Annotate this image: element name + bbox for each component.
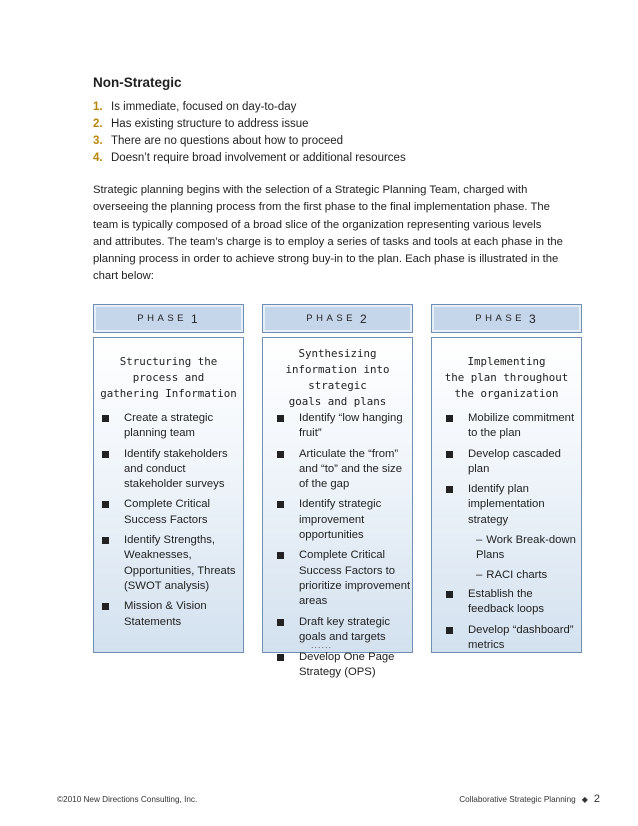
title-line: goals and plans [288, 395, 387, 408]
bullet-square-icon [277, 619, 284, 626]
bullet-square-icon [277, 552, 284, 559]
list-number: 2. [93, 118, 103, 130]
item-text: RACI charts [486, 568, 548, 581]
title-line: Structuring the [119, 355, 218, 368]
page-number: 2 [593, 793, 600, 805]
list-number: 3. [93, 135, 103, 147]
bullet-square-icon [277, 451, 284, 458]
title-line: gathering Information [100, 387, 237, 400]
phase-2-title [263, 346, 412, 410]
phase-number: 3 [529, 311, 538, 326]
bullet-square-icon [102, 603, 109, 610]
phase-1-title [94, 354, 243, 402]
list-item [446, 447, 580, 478]
item-text: Create a strategic planning team [124, 412, 214, 440]
bullet-square-icon [446, 415, 453, 422]
phase-1-items [102, 411, 242, 635]
bullet-square-icon [277, 654, 284, 661]
phase-2-column [262, 337, 413, 679]
phase-1-column [93, 337, 244, 653]
list-item [102, 497, 242, 528]
footer-copyright: ©2010 New Directions Consulting, Inc. [57, 795, 198, 804]
title-line: Implementing [467, 355, 546, 368]
ellipsis: ...... [311, 640, 333, 650]
bullet-square-icon [277, 415, 284, 422]
item-text: Identify Strengths, Weaknesses, Opportunities, Threats (SWOT analysis) [124, 534, 236, 592]
list-item [446, 411, 580, 442]
list-item [277, 497, 411, 543]
phase-3-column [431, 337, 582, 653]
item-text: Identify strategic improvement opportunities [299, 498, 382, 542]
footer-right [459, 793, 600, 805]
list-item [102, 533, 242, 594]
phase-2-header [262, 304, 413, 333]
list-number: 1. [93, 101, 103, 113]
list-item [102, 599, 242, 630]
title-line: the organization [454, 387, 559, 400]
bullet-square-icon [446, 591, 453, 598]
bullet-square-icon [102, 451, 109, 458]
list-item [446, 482, 580, 528]
sub-list-item [460, 568, 580, 583]
footer-title: Collaborative Strategic Planning [459, 794, 576, 804]
list-item [277, 650, 411, 681]
phase-3-title [432, 354, 581, 402]
phase-3-items [446, 411, 580, 658]
title-line: information into [285, 363, 390, 376]
section-heading: Non-Strategic [93, 75, 182, 90]
list-item [277, 411, 411, 442]
list-text: Is immediate, focused on day-to-day [111, 101, 297, 113]
item-text: Establish the feedback loops [468, 587, 544, 616]
title-line: strategic [308, 379, 367, 392]
title-line: process and [132, 371, 205, 384]
bullet-square-icon [446, 486, 453, 493]
item-text: Complete Critical Success Factors [124, 498, 211, 526]
list-item [93, 99, 406, 116]
dash-icon: – [476, 568, 483, 581]
list-number: 4. [93, 152, 103, 164]
list-text: There are no questions about how to proceed [111, 135, 344, 147]
bullet-square-icon [102, 415, 109, 422]
diamond-icon: ◆ [581, 794, 588, 804]
list-item [102, 411, 242, 442]
sub-list-item [460, 533, 580, 564]
item-text: Complete Critical Success Factors to prioritize improvement areas [299, 549, 411, 608]
item-text: Develop “dashboard” metrics [468, 623, 574, 651]
phase-3-header [431, 304, 582, 333]
list-item [277, 447, 411, 493]
title-line: the plan throughout [444, 371, 569, 384]
non-strategic-list [93, 99, 406, 167]
item-text: Identify “low hanging fruit” [299, 412, 403, 440]
list-text: Doesn’t require broad involvement or additional resources [111, 152, 406, 164]
item-text: Articulate the “from” and “to” and the size of the gap [299, 447, 402, 491]
phase-label: PHASE [306, 313, 357, 324]
bullet-square-icon [446, 627, 453, 634]
item-text: Draft key strategic goals and targets [299, 615, 391, 643]
list-item [93, 116, 406, 133]
phase-2-items [277, 411, 411, 686]
list-item [277, 615, 411, 646]
phase-number: 2 [360, 311, 369, 326]
item-text: Identify plan implementation strategy [468, 483, 545, 526]
bullet-square-icon [102, 537, 109, 544]
phase-number: 1 [191, 311, 200, 326]
title-line: Synthesizing [298, 347, 377, 360]
item-text: Mobilize commitment to the plan [468, 412, 575, 440]
phase-1-header [93, 304, 244, 333]
bullet-square-icon [102, 501, 109, 508]
dash-icon: – [476, 534, 483, 547]
list-item [93, 133, 406, 150]
item-text: Work Break-down Plans [476, 534, 576, 562]
phase-label: PHASE [475, 313, 526, 324]
item-text: Identify stakeholders and conduct stakeholder surveys [124, 447, 228, 491]
bullet-square-icon [277, 501, 284, 508]
item-text: Mission & Vision Statements [124, 600, 207, 628]
bullet-square-icon [446, 451, 453, 458]
item-text: Develop One Page Strategy (OPS) [299, 651, 395, 679]
intro-paragraph: Strategic planning begins with the selection of a Strategic Planning Team, charged with overseeing the planning process from the first phase to the final implementation phase. The team is typically composed of a broad slice of the organization representing various levels and attributes. The team’s charge is to employ a series of tasks and tools at each phase in the planning process in order to achieve strong buy-in to the plan. Each phase is illustrated in the chart below: [93, 184, 563, 283]
list-item [93, 150, 406, 167]
list-item [277, 548, 411, 609]
list-item [102, 447, 242, 493]
list-item [446, 587, 580, 618]
phase-label: PHASE [137, 313, 188, 324]
list-item [446, 623, 580, 654]
list-text: Has existing structure to address issue [111, 118, 309, 130]
item-text: Develop cascaded plan [468, 447, 561, 475]
